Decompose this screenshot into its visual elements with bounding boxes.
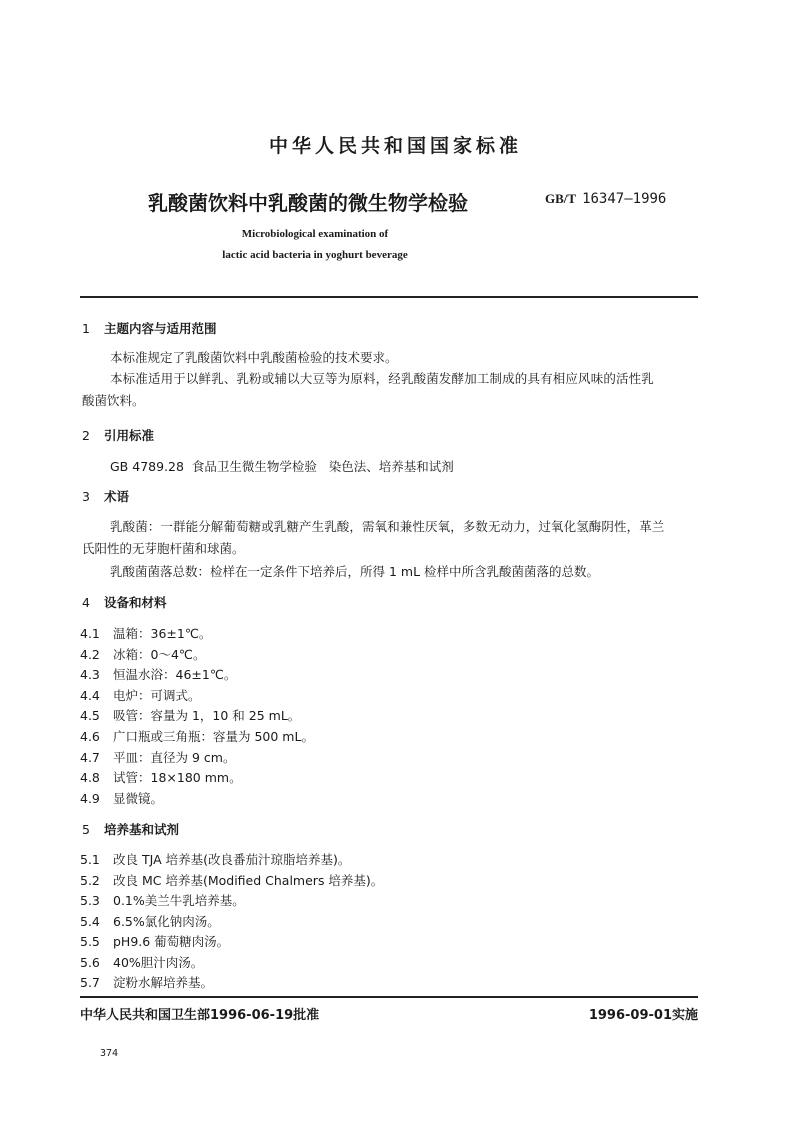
- list-item: [80, 891, 245, 909]
- item-number: 4.5: [80, 708, 100, 724]
- section-3-heading: [82, 487, 129, 505]
- item-text: 恒温水浴：46±1℃。: [113, 667, 237, 683]
- item-number: 5.4: [80, 913, 100, 929]
- item-number: 4.2: [80, 646, 100, 662]
- item-number: 4.1: [80, 626, 100, 641]
- section-number: 3: [82, 489, 90, 504]
- section-title: 引用标准: [104, 428, 155, 443]
- item-text: 淀粉水解培养基。: [113, 975, 214, 990]
- list-item: [80, 686, 201, 704]
- item-text: 40%胆汁肉汤。: [113, 954, 204, 970]
- english-title-line2: lactic acid bacteria in yoghurt beverage: [222, 249, 408, 261]
- list-item: [80, 953, 203, 971]
- paragraph: 乳酸菌：一群能分解葡萄糖或乳糖产生乳酸，需氧和兼性厌氧，多数无动力，过氧化氢酶阴性，革兰: [110, 519, 665, 534]
- item-number: 4.7: [80, 749, 100, 765]
- paragraph: 乳酸菌菌落总数：检样在一定条件下培养后，所得 1 mL 检样中所含乳酸菌菌落的总数。: [110, 564, 600, 579]
- item-number: 4.3: [80, 667, 100, 683]
- item-text: 6.5%氯化钠肉汤。: [113, 913, 220, 929]
- item-number: 4.8: [80, 770, 100, 786]
- section-number: 2: [82, 428, 90, 443]
- paragraph: 本标准适用于以鲜乳、乳粉或辅以大豆等为原料，经乳酸菌发酵加工制成的具有相应风味的活性乳: [110, 371, 654, 386]
- item-number: 5.3: [80, 893, 100, 908]
- item-text: 温箱：36±1℃。: [113, 626, 212, 641]
- item-number: 5.1: [80, 852, 100, 867]
- list-item: [80, 665, 236, 683]
- item-text: 改良 MC 培养基(Modified Chalmers 培养基)。: [113, 872, 384, 888]
- paragraph-continued: 氏阳性的无芽胞杆菌和球菌。: [82, 541, 245, 556]
- list-item: [80, 871, 383, 889]
- item-number: 5.2: [80, 872, 100, 888]
- footer-divider: [80, 996, 698, 998]
- standard-code: [545, 191, 666, 207]
- item-text: 平皿：直径为 9 cm。: [113, 749, 236, 765]
- list-item: [80, 932, 229, 950]
- paragraph-continued: 酸菌饮料。: [82, 393, 145, 408]
- code-number: 16347—1996: [582, 191, 667, 207]
- item-text: 电炉：可调式。: [113, 687, 201, 703]
- paragraph: 本标准规定了乳酸菌饮料中乳酸菌检验的技术要求。: [110, 350, 398, 365]
- english-title-line1: Microbiological examination of: [241, 228, 389, 240]
- section-number: 1: [82, 321, 90, 336]
- item-number: 4.9: [80, 790, 100, 806]
- section-title: 术语: [104, 489, 130, 504]
- document-title: 乳酸菌饮料中乳酸菌的微生物学检验: [148, 191, 468, 215]
- section-number: 5: [82, 822, 90, 837]
- section-5-heading: [82, 820, 179, 838]
- list-item: [80, 624, 211, 642]
- section-4-heading: [82, 593, 167, 611]
- section-title: 设备和材料: [104, 595, 167, 610]
- item-text: 改良 TJA 培养基(改良番茄汁琼脂培养基)。: [113, 852, 351, 867]
- list-item: [80, 912, 220, 930]
- section-title: 培养基和试剂: [104, 822, 180, 837]
- item-text: pH9.6 葡萄糖肉汤。: [113, 934, 230, 949]
- section-title: 主题内容与适用范围: [104, 321, 217, 336]
- item-text: 0.1%美兰牛乳培养基。: [113, 893, 245, 908]
- list-item: [80, 850, 350, 868]
- list-item: [80, 727, 314, 745]
- page-number: 374: [100, 1048, 119, 1059]
- code-prefix: GB/T: [545, 191, 577, 206]
- item-number: 4.6: [80, 729, 100, 744]
- list-item: [80, 789, 163, 807]
- section-2-heading: [82, 426, 154, 444]
- effective-date: 1996-09-01实施: [588, 1008, 698, 1023]
- item-text: 显微镜。: [113, 790, 164, 806]
- section-1-heading: [82, 319, 217, 337]
- list-item: [80, 768, 242, 786]
- approval-info: 中华人民共和国卫生部1996-06-19批准: [80, 1008, 320, 1023]
- section-number: 4: [82, 595, 90, 610]
- header-divider: [80, 296, 698, 298]
- list-item: [80, 973, 213, 991]
- item-number: 5.6: [80, 954, 100, 970]
- item-number: 5.7: [80, 975, 100, 990]
- item-number: 4.4: [80, 687, 100, 703]
- item-text: 广口瓶或三角瓶：容量为 500 mL。: [113, 729, 314, 744]
- item-text: 冰箱：0～4℃。: [113, 646, 206, 662]
- list-item: [80, 645, 205, 663]
- item-text: 吸管：容量为 1，10 和 25 mL。: [113, 708, 301, 724]
- standard-type: 中华人民共和国国家标准: [268, 135, 522, 157]
- list-item: [80, 706, 300, 724]
- list-item: [80, 748, 235, 766]
- item-number: 5.5: [80, 934, 100, 949]
- item-text: 试管：18×180 mm。: [113, 770, 242, 786]
- paragraph: GB 4789.28 食品卫生微生物学检验 染色法、培养基和试剂: [110, 459, 454, 474]
